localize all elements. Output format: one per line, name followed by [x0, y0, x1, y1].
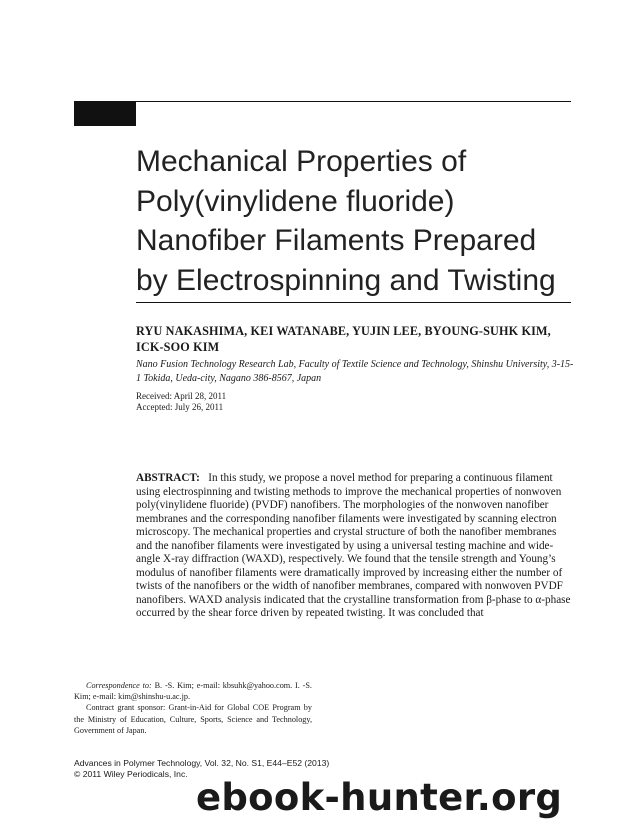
received-date: Received: April 28, 2011	[136, 391, 227, 401]
article-title	[136, 142, 576, 300]
title-line: by Electrospinning and Twisting	[136, 263, 556, 297]
abstract-text: In this study, we propose a novel method for preparing a continuous filament using electrospinning and twisting methods to improve the mechanical properties of nonwoven poly(vinylidene fluoride) (PVDF) nanofibers. The morphologies of the nonwoven nanofiber membranes and the corresponding nanofiber filaments were investigated by scanning electron microscopy. The mechanical properties and crystal structure of both the nanofiber membranes and the nanofiber filaments were investigated by using a universal testing machine and wide-angle X-ray diffraction (WAXD), respectively. We found that the tensile strength and Young’s modulus of nanofiber filaments were dramatically improved by increasing either the number of twists of the nanofibers or the width of nanofiber membranes, compared with nonwoven PVDF nanofibers. WAXD analysis indicated that the crystalline transformation from β-phase to α-phase occurred by the shear force driven by repeated twisting. It was concluded that	[136, 472, 571, 619]
abstract	[136, 472, 574, 621]
watermark: ebook-hunter.org	[196, 776, 563, 819]
journal-copyright: © 2011 Wiley Periodicals, Inc.	[74, 769, 188, 779]
title-rule	[136, 302, 571, 303]
accepted-date: Accepted: July 26, 2011	[136, 402, 224, 412]
abstract-label: ABSTRACT:	[136, 472, 200, 484]
correspondence-text: B. -S. Kim; e-mail: kbsuhk@yahoo.com. I. -S. Kim; e-mail: kim@shinshu-u.ac.jp.	[74, 681, 312, 702]
correspondence-label: Correspondence to:	[86, 681, 152, 690]
section-marker-bar	[74, 101, 136, 126]
footnotes	[74, 680, 312, 736]
journal-citation: Advances in Polymer Technology, Vol. 32, No. S1, E44–E52 (2013)	[74, 758, 330, 768]
title-line: Poly(vinylidene fluoride)	[136, 184, 455, 218]
top-rule	[136, 101, 571, 102]
title-line: Nanofiber Filaments Prepared	[136, 224, 537, 257]
author-list: RYU NAKASHIMA, KEI WATANABE, YUJIN LEE, BYOUNG-SUHK KIM, ICK-SOO KIM	[136, 324, 551, 354]
affiliation: Nano Fusion Technology Research Lab, Faculty of Textile Science and Technology, Shinshu University, 3-15-1 Tokida, Ueda-city, Nagano 386-8567, Japan	[136, 359, 574, 384]
article-dates	[136, 391, 226, 413]
grant-note: Contract grant sponsor: Grant-in-Aid for Global COE Program by the Ministry of Education, Culture, Sports, Science and Technology, Government of Japan.	[74, 703, 312, 735]
title-line: Mechanical Properties of	[136, 145, 467, 178]
correspondence-note	[74, 680, 312, 702]
